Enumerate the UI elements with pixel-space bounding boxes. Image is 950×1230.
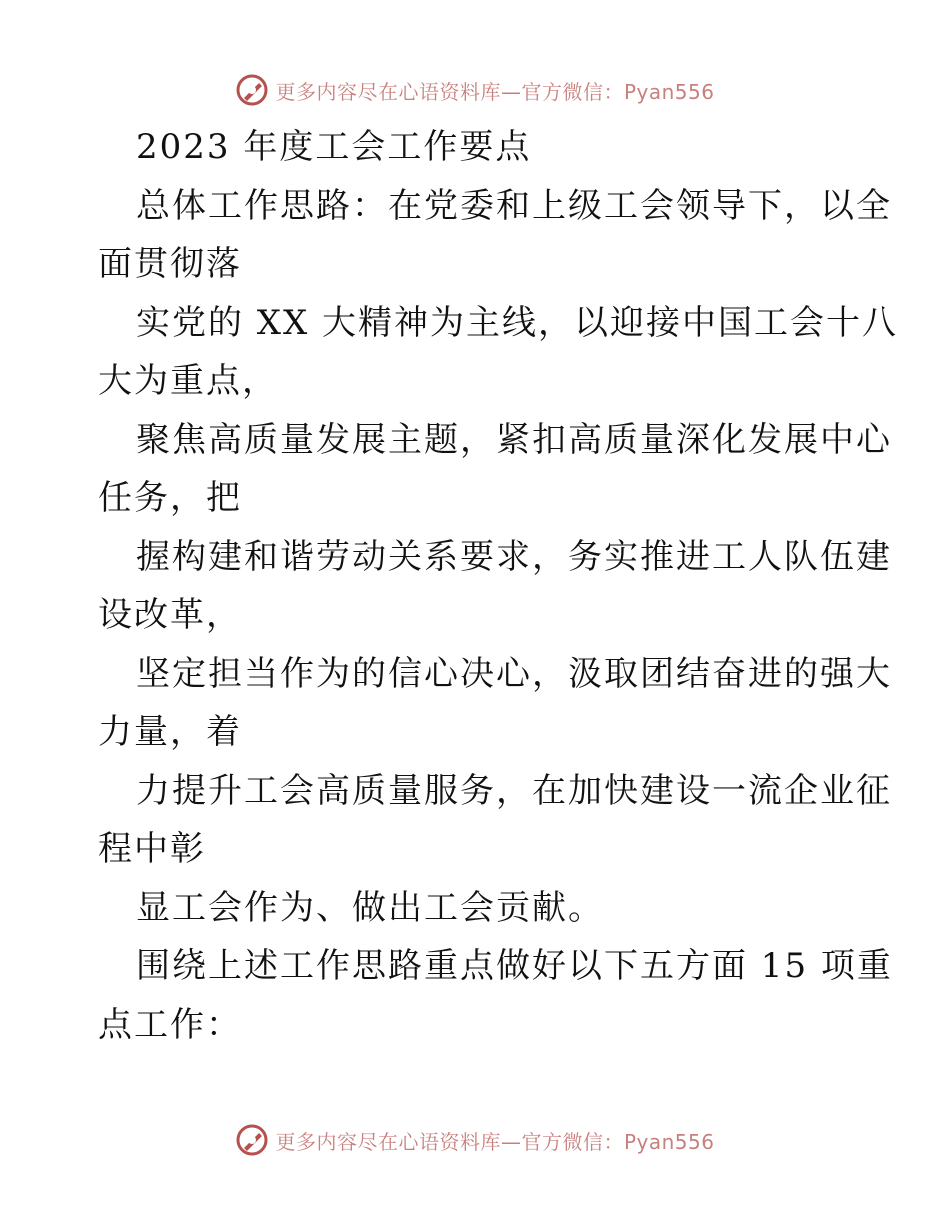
- paragraph-line: 聚焦高质量发展主题，紧扣高质量深化发展中心: [136, 419, 892, 460]
- document-body: [98, 118, 899, 1054]
- paragraph-line: 点工作：: [98, 1004, 242, 1045]
- pen-seal-icon: [235, 1123, 269, 1157]
- paragraph-line: 面贯彻落: [98, 244, 242, 284]
- paragraph-line: 实党的 XX 大精神为主线，以迎接中国工会十八: [136, 302, 899, 343]
- paragraph-line: 总体工作思路：在党委和上级工会领导下，以全: [136, 185, 892, 226]
- paragraph-line: 程中彰: [98, 829, 206, 869]
- paragraph-line: 握构建和谐劳动关系要求，务实推进工人队伍建: [136, 536, 892, 577]
- watermark-text: 更多内容尽在心语资料库—官方微信：Pyan556: [275, 1129, 715, 1154]
- paragraph-line: 显工会作为、做出工会贡献。: [136, 887, 604, 928]
- paragraph-line: 力提升工会高质量服务，在加快建设一流企业征: [136, 770, 892, 811]
- paragraph-line: 任务，把: [98, 478, 242, 518]
- header-watermark: [0, 70, 950, 110]
- paragraph-line: 设改革，: [98, 595, 242, 635]
- pen-seal-icon: [235, 73, 269, 107]
- paragraph-line: 大为重点，: [98, 361, 278, 401]
- paragraph-line: 坚定担当作为的信心决心，汲取团结奋进的强大: [136, 653, 892, 694]
- document-title: 2023 年度工会工作要点: [136, 127, 532, 167]
- paragraph-line: 围绕上述工作思路重点做好以下五方面 15 项重: [136, 946, 893, 986]
- footer-watermark: [0, 1120, 950, 1160]
- paragraph-line: 力量，着: [98, 712, 242, 752]
- watermark-text: 更多内容尽在心语资料库—官方微信：Pyan556: [275, 79, 715, 104]
